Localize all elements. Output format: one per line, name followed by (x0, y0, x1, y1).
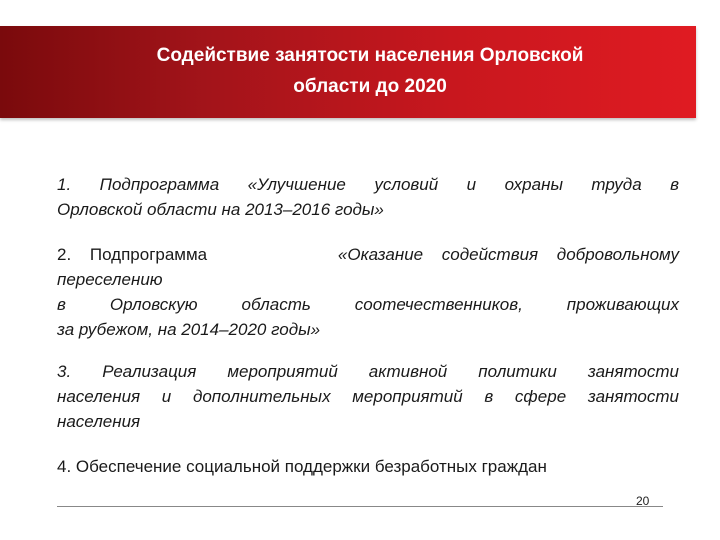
item-2-line-1-text: «Оказание содействия добровольному (337, 245, 679, 264)
item-2-line-1 (57, 242, 679, 267)
item-2-line-2: переселению (57, 270, 163, 289)
item-2-line-3: в Орловскую область соотечественников, проживающих (57, 295, 679, 314)
list-item-2 (57, 242, 679, 342)
item-3-line-3: населения (57, 412, 141, 431)
footer-divider (57, 506, 663, 507)
page-number: 20 (636, 494, 650, 508)
item-3-line-1: 3. Реализация мероприятий активной политики занятости (57, 362, 679, 381)
list-item-3 (57, 359, 679, 434)
item-1-line-2: Орловской области на 2013–2016 годы» (57, 200, 384, 219)
item-2-lead: 2. Подпрограмма (57, 245, 208, 264)
item-2-line-4: за рубежом, на 2014–2020 годы» (57, 320, 321, 339)
item-3-line-2: населения и дополнительных мероприятий в сфере занятости (57, 387, 679, 406)
program-list (57, 172, 679, 479)
item-4-line-1: 4. Обеспечение социальной поддержки безработных граждан (57, 457, 547, 476)
list-item-1 (57, 172, 679, 222)
list-item-4 (57, 454, 679, 479)
title-line-2: области до 2020 (293, 76, 447, 97)
item-1-line-1: 1. Подпрограмма «Улучшение условий и охраны труда в (57, 175, 679, 194)
title-line-1: Содействие занятости населения Орловской (156, 45, 584, 66)
page-title (90, 40, 650, 102)
